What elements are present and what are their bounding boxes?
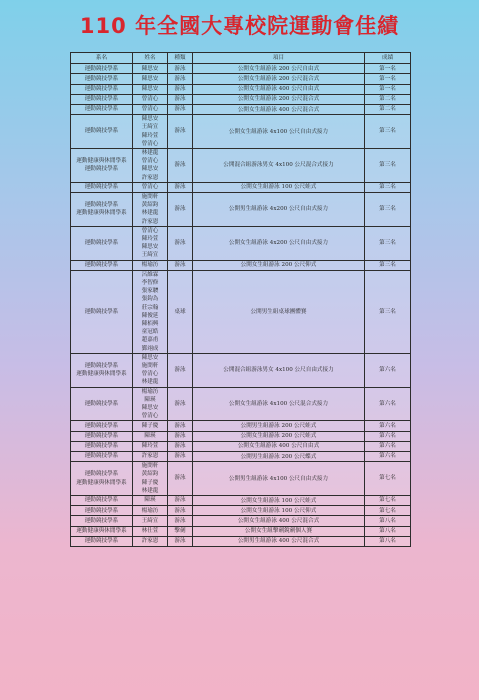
cell-event: 公開女生組游泳 4x100 公尺自由式接力 <box>193 115 365 149</box>
cell-dept <box>71 104 133 114</box>
cell-names <box>133 148 168 182</box>
athlete-name: 許家恩 <box>141 453 159 460</box>
table-body <box>71 64 411 547</box>
athlete-name: 趙嘉甫 <box>141 337 159 344</box>
athlete-name: 陳思安 <box>141 244 159 251</box>
cell-event: 公開女生組游泳 100 公尺蛙式 <box>193 182 365 192</box>
cell-dept <box>71 148 133 182</box>
table-row <box>71 536 411 546</box>
cell-dept <box>71 94 133 104</box>
athlete-name: 陳瑛 <box>144 433 156 440</box>
athlete-name: 曾清心 <box>141 96 159 103</box>
athlete-name: 王綺宣 <box>141 252 159 259</box>
dept-name: 運動競技學系 <box>84 471 119 478</box>
results-table-container <box>70 52 410 687</box>
table-row <box>71 182 411 192</box>
cell-event: 公開女生組游泳 400 公尺混合式 <box>193 516 365 526</box>
cell-result: 第七名 <box>365 506 411 516</box>
cell-names <box>133 495 168 505</box>
cell-names <box>133 506 168 516</box>
cell-names <box>133 104 168 114</box>
cell-event: 公開女生組游泳 200 公尺混合式 <box>193 74 365 84</box>
cell-sport: 游泳 <box>168 441 193 451</box>
dept-name: 運動競技學系 <box>84 308 119 315</box>
cell-result: 第三名 <box>365 260 411 270</box>
athlete-name: 陳子慶 <box>141 422 159 429</box>
cell-event: 公開男生組游泳 4x100 公尺自由式接力 <box>193 462 365 496</box>
athlete-name: 陳思安 <box>141 65 159 72</box>
cell-sport: 游泳 <box>168 516 193 526</box>
table-header-row <box>71 53 411 64</box>
athlete-name: 陳思安 <box>141 354 159 361</box>
cell-dept <box>71 387 133 421</box>
table-row <box>71 115 411 149</box>
dept-name: 運動健康與休閒學系 <box>76 371 127 378</box>
athlete-name: 童冠皓 <box>141 329 159 336</box>
athlete-name: 張家駿 <box>141 288 159 295</box>
cell-names <box>133 421 168 431</box>
cell-sport: 游泳 <box>168 94 193 104</box>
athlete-name: 黃紹鈞 <box>141 202 159 209</box>
cell-event: 公開男生組游泳 200 公尺蝶式 <box>193 451 365 461</box>
cell-dept <box>71 451 133 461</box>
athlete-name: 王綺宣 <box>141 517 159 524</box>
cell-sport: 游泳 <box>168 84 193 94</box>
cell-names <box>133 353 168 387</box>
header-sport: 種類 <box>168 53 193 64</box>
dept-name: 運動競技學系 <box>84 166 119 173</box>
athlete-name: 楊瑜汸 <box>141 388 159 395</box>
cell-event: 公開女生組游泳 4x100 公尺混合式接力 <box>193 387 365 421</box>
cell-result: 第八名 <box>365 526 411 536</box>
cell-names <box>133 115 168 149</box>
cell-result: 第一名 <box>365 84 411 94</box>
cell-result: 第一名 <box>365 64 411 74</box>
athlete-name: 莊宗翰 <box>141 304 159 311</box>
cell-names <box>133 536 168 546</box>
cell-names <box>133 64 168 74</box>
table-row <box>71 94 411 104</box>
cell-names <box>133 462 168 496</box>
cell-sport: 游泳 <box>168 431 193 441</box>
athlete-name: 林建龍 <box>141 487 159 494</box>
header-dept: 系名 <box>71 53 133 64</box>
table-row <box>71 226 411 260</box>
cell-event: 公開女生組擊劍銳劍個人賽 <box>193 526 365 536</box>
cell-sport: 游泳 <box>168 148 193 182</box>
cell-event: 公開女生組游泳 200 公尺混合式 <box>193 94 365 104</box>
cell-result: 第六名 <box>365 353 411 387</box>
dept-name: 運動競技學系 <box>84 240 119 247</box>
cell-event: 公開男生組游泳 200 公尺蛙式 <box>193 421 365 431</box>
dept-name: 運動競技學系 <box>84 517 119 524</box>
table-row <box>71 353 411 387</box>
athlete-name: 許家恩 <box>141 218 159 225</box>
cell-result: 第三名 <box>365 226 411 260</box>
table-row <box>71 441 411 451</box>
athlete-name: 陳思安 <box>141 75 159 82</box>
cell-event: 公開女生組游泳 100 公尺仰式 <box>193 506 365 516</box>
cell-dept <box>71 64 133 74</box>
cell-sport: 桌球 <box>168 270 193 353</box>
cell-sport: 游泳 <box>168 74 193 84</box>
cell-result: 第六名 <box>365 387 411 421</box>
cell-result: 第六名 <box>365 421 411 431</box>
cell-names <box>133 441 168 451</box>
cell-sport: 游泳 <box>168 451 193 461</box>
cell-names <box>133 270 168 353</box>
table-row <box>71 104 411 114</box>
dept-name: 運動競技學系 <box>84 422 119 429</box>
athlete-name: 陳思安 <box>141 116 159 123</box>
cell-sport: 擊劍 <box>168 526 193 536</box>
athlete-name: 林建龍 <box>141 210 159 217</box>
athlete-name: 陳思安 <box>141 405 159 411</box>
cell-dept <box>71 226 133 260</box>
dept-name: 運動競技學系 <box>84 497 119 504</box>
cell-sport: 游泳 <box>168 462 193 496</box>
cell-event: 公開女生組游泳 400 公尺自由式 <box>193 84 365 94</box>
cell-event: 公開混合組游泳男女 4x100 公尺混合式接力 <box>193 148 365 182</box>
cell-sport: 游泳 <box>168 506 193 516</box>
table-row <box>71 64 411 74</box>
athlete-name: 黃紹鈞 <box>141 471 159 478</box>
cell-result: 第三名 <box>365 182 411 192</box>
cell-event: 公開女生組游泳 4x200 公尺自由式接力 <box>193 226 365 260</box>
athlete-name: 施閔軒 <box>141 463 159 470</box>
cell-result: 第六名 <box>365 431 411 441</box>
cell-sport: 游泳 <box>168 421 193 431</box>
cell-sport: 游泳 <box>168 104 193 114</box>
cell-sport: 游泳 <box>168 536 193 546</box>
cell-dept <box>71 495 133 505</box>
cell-dept <box>71 516 133 526</box>
cell-result: 第一名 <box>365 74 411 84</box>
table-row <box>71 526 411 536</box>
athlete-name: 呂維霖 <box>141 271 159 278</box>
cell-dept <box>71 536 133 546</box>
table-row <box>71 516 411 526</box>
athlete-name: 林仕萱 <box>141 528 159 535</box>
athlete-name: 陳玲萱 <box>141 235 159 242</box>
athlete-name: 林建龍 <box>141 379 159 386</box>
dept-name: 運動競技學系 <box>84 362 119 369</box>
athlete-name: 陳俊延 <box>141 312 159 319</box>
athlete-name: 李智修 <box>141 279 159 286</box>
table-row <box>71 421 411 431</box>
cell-event: 公開女生組游泳 400 公尺自由式 <box>193 441 365 451</box>
cell-event: 公開男生組游泳 4x200 公尺自由式接力 <box>193 192 365 226</box>
cell-event: 公開男生組游泳 400 公尺混合式 <box>193 536 365 546</box>
cell-names <box>133 192 168 226</box>
cell-dept <box>71 506 133 516</box>
header-name: 姓名 <box>133 53 168 64</box>
cell-dept <box>71 192 133 226</box>
cell-dept <box>71 441 133 451</box>
cell-result: 第三名 <box>365 115 411 149</box>
athlete-name: 張鈞為 <box>141 296 159 303</box>
athlete-name: 陳子慶 <box>141 479 159 486</box>
athlete-name: 曾清心 <box>141 140 159 147</box>
dept-name: 運動競技學系 <box>84 507 119 514</box>
athlete-name: 許家恩 <box>141 174 159 181</box>
athlete-name: 陳思安 <box>141 166 159 173</box>
cell-dept <box>71 421 133 431</box>
dept-name: 運動競技學系 <box>84 400 119 407</box>
athlete-name: 楊瑜汸 <box>141 507 159 514</box>
cell-names <box>133 84 168 94</box>
athlete-name: 楊瑜汸 <box>141 262 159 269</box>
cell-event: 公開混合組游泳男女 4x100 公尺自由式接力 <box>193 353 365 387</box>
athlete-name: 曾清心 <box>141 106 159 113</box>
results-table <box>70 52 411 547</box>
cell-sport: 游泳 <box>168 64 193 74</box>
table-row <box>71 192 411 226</box>
cell-names <box>133 516 168 526</box>
cell-dept <box>71 84 133 94</box>
header-result: 成績 <box>365 53 411 64</box>
cell-sport: 游泳 <box>168 226 193 260</box>
athlete-name: 曾清心 <box>141 184 159 191</box>
cell-names <box>133 182 168 192</box>
cell-names <box>133 94 168 104</box>
cell-names <box>133 526 168 536</box>
athlete-name: 曾清心 <box>141 413 159 420</box>
dept-name: 運動健康與休閒學系 <box>76 479 127 486</box>
cell-event: 公開女生組游泳 400 公尺混合式 <box>193 104 365 114</box>
athlete-name: 陳玲萱 <box>141 132 159 139</box>
athlete-name: 曾清心 <box>141 371 159 378</box>
table-row <box>71 462 411 496</box>
athlete-name: 陳瑛 <box>144 497 156 504</box>
dept-name: 運動競技學系 <box>84 128 119 135</box>
table-row <box>71 506 411 516</box>
dept-name: 運動競技學系 <box>84 96 119 103</box>
table-row <box>71 148 411 182</box>
athlete-name: 陳思安 <box>141 86 159 93</box>
athlete-name: 許家恩 <box>141 538 159 545</box>
table-row <box>71 495 411 505</box>
dept-name: 運動競技學系 <box>84 65 119 72</box>
cell-result: 第二名 <box>365 94 411 104</box>
athlete-name: 陳栢興 <box>141 320 159 327</box>
athlete-name: 曾清心 <box>141 227 159 234</box>
dept-name: 運動競技學系 <box>84 75 119 82</box>
cell-dept <box>71 260 133 270</box>
cell-names <box>133 451 168 461</box>
table-row <box>71 74 411 84</box>
cell-dept <box>71 182 133 192</box>
dept-name: 運動競技學系 <box>84 184 119 191</box>
table-row <box>71 260 411 270</box>
cell-dept <box>71 431 133 441</box>
athlete-name: 施閔軒 <box>141 362 159 369</box>
athlete-name: 王綺宣 <box>141 124 159 131</box>
cell-sport: 游泳 <box>168 387 193 421</box>
athlete-name: 林建龍 <box>141 149 159 156</box>
cell-event: 公開男生組桌球團體賽 <box>193 270 365 353</box>
cell-event: 公開女生組游泳 100 公尺蛙式 <box>193 495 365 505</box>
cell-dept <box>71 74 133 84</box>
table-row <box>71 431 411 441</box>
cell-result: 第二名 <box>365 104 411 114</box>
table-row <box>71 451 411 461</box>
cell-names <box>133 226 168 260</box>
table-row <box>71 270 411 353</box>
cell-names <box>133 387 168 421</box>
cell-result: 第七名 <box>365 495 411 505</box>
cell-sport: 游泳 <box>168 495 193 505</box>
cell-names <box>133 260 168 270</box>
dept-name: 運動競技學系 <box>84 453 119 460</box>
athlete-name: 陳瑛 <box>144 396 156 403</box>
cell-result: 第八名 <box>365 516 411 526</box>
dept-name: 運動競技學系 <box>84 86 119 93</box>
cell-result: 第三名 <box>365 192 411 226</box>
dept-name: 運動競技學系 <box>84 262 119 269</box>
cell-dept <box>71 526 133 536</box>
dept-name: 運動競技學系 <box>84 443 119 450</box>
table-row <box>71 84 411 94</box>
cell-result: 第八名 <box>365 536 411 546</box>
cell-dept <box>71 115 133 149</box>
cell-event: 公開女生組游泳 200 公尺仰式 <box>193 260 365 270</box>
cell-result: 第六名 <box>365 451 411 461</box>
cell-dept <box>71 462 133 496</box>
cell-dept <box>71 353 133 387</box>
cell-sport: 游泳 <box>168 115 193 149</box>
athlete-name: 曾清心 <box>141 158 159 165</box>
dept-name: 運動健康與休閒學系 <box>76 210 127 217</box>
cell-result: 第三名 <box>365 148 411 182</box>
cell-sport: 游泳 <box>168 260 193 270</box>
cell-result: 第六名 <box>365 441 411 451</box>
cell-names <box>133 74 168 84</box>
dept-name: 運動競技學系 <box>84 433 119 440</box>
dept-name: 運動健康與休閒學系 <box>76 528 127 535</box>
athlete-name: 鄞翊成 <box>141 345 159 352</box>
cell-sport: 游泳 <box>168 353 193 387</box>
dept-name: 運動競技學系 <box>84 538 119 545</box>
cell-result: 第三名 <box>365 270 411 353</box>
dept-name: 運動健康與休閒學系 <box>76 158 127 165</box>
cell-dept <box>71 270 133 353</box>
cell-sport: 游泳 <box>168 182 193 192</box>
page-title: 110 年全國大專校院運動會佳績 <box>79 14 400 38</box>
cell-sport: 游泳 <box>168 192 193 226</box>
athlete-name: 施閔軒 <box>141 193 159 200</box>
cell-event: 公開女生組游泳 200 公尺蛙式 <box>193 431 365 441</box>
dept-name: 運動競技學系 <box>84 202 119 209</box>
table-row <box>71 387 411 421</box>
cell-result: 第七名 <box>365 462 411 496</box>
header-event: 項目 <box>193 53 365 64</box>
cell-names <box>133 431 168 441</box>
athlete-name: 陳玲萱 <box>141 443 159 450</box>
cell-event: 公開女生組游泳 200 公尺自由式 <box>193 64 365 74</box>
dept-name: 運動競技學系 <box>84 106 119 113</box>
